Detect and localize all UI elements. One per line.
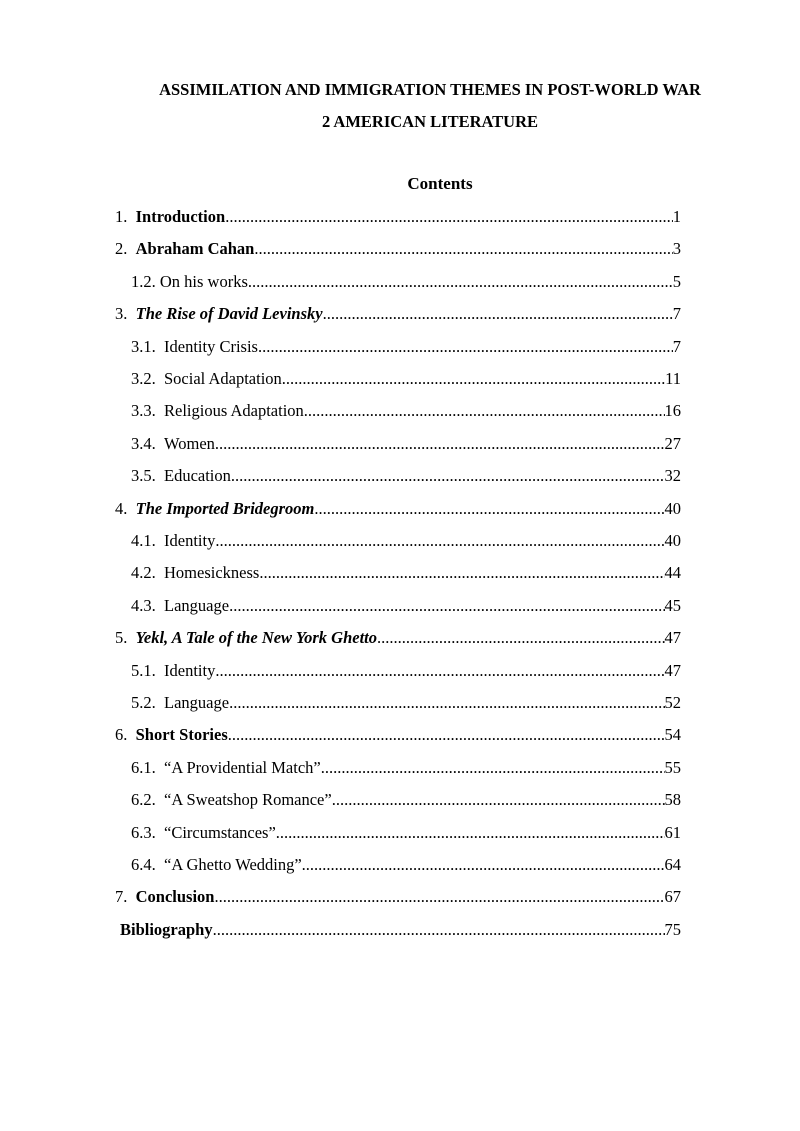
toc-entry-title: Conclusion xyxy=(135,887,215,907)
toc-entry-number: 3. xyxy=(115,304,136,324)
toc-entry-number: 1.2. xyxy=(131,271,160,291)
toc-entry-number: 5.2. xyxy=(131,693,164,712)
toc-entry-title: Yekl, A Tale of the New York Ghetto xyxy=(135,628,378,648)
toc-page-number: 3 xyxy=(672,239,681,259)
toc-entry-number: 7. xyxy=(115,887,136,907)
toc-entry-title: Language xyxy=(164,693,230,712)
toc-entry[interactable] xyxy=(115,884,681,910)
toc-dot-leader xyxy=(259,560,664,586)
toc-dot-leader xyxy=(228,722,665,748)
toc-subentry[interactable] xyxy=(131,787,681,813)
toc-entry-title: Identity xyxy=(164,531,216,550)
toc-entry-title: The Rise of David Levinsky xyxy=(135,304,323,324)
toc-entry-number: 3.4. xyxy=(131,433,164,453)
toc-subentry[interactable] xyxy=(131,269,681,295)
toc-dot-leader xyxy=(215,431,665,457)
toc-page-number: 67 xyxy=(664,887,681,907)
toc-dot-leader xyxy=(282,366,665,392)
toc-page-number: 7 xyxy=(672,304,681,324)
toc-subentry[interactable] xyxy=(131,820,681,846)
toc-page-number: 44 xyxy=(664,563,681,583)
toc-entry-title: Identity Crisis xyxy=(164,336,258,356)
toc-page-number: 55 xyxy=(664,757,681,777)
toc-page-number: 58 xyxy=(664,790,681,810)
toc-page-number: 40 xyxy=(664,531,681,550)
toc-page-number: 32 xyxy=(664,466,681,486)
document-title xyxy=(100,74,760,138)
toc-dot-leader xyxy=(229,593,664,619)
toc-dot-leader xyxy=(332,787,665,813)
toc-page-number: 52 xyxy=(664,693,681,712)
toc-entry-number: 5.1. xyxy=(131,660,164,680)
toc-subentry[interactable] xyxy=(131,690,681,716)
toc-page-number: 75 xyxy=(664,919,681,939)
toc-subentry[interactable] xyxy=(131,398,681,424)
toc-page-number: 1 xyxy=(672,207,681,226)
toc-page-number: 16 xyxy=(664,401,681,421)
toc-dot-leader xyxy=(214,884,664,910)
toc-entry-title: The Imported Bridegroom xyxy=(135,498,315,518)
toc-entry-title: Women xyxy=(164,433,215,453)
toc-entry[interactable] xyxy=(115,496,681,522)
toc-page-number: 47 xyxy=(664,628,681,648)
toc-entry-title: Identity xyxy=(164,660,216,680)
toc-entry[interactable] xyxy=(115,301,681,327)
toc-entry-number: 3.5. xyxy=(131,466,164,486)
toc-entry-title: “A Sweatshop Romance” xyxy=(164,790,332,810)
toc-entry-number: 3.3. xyxy=(131,401,164,421)
toc-dot-leader xyxy=(215,528,664,554)
toc-page-number: 47 xyxy=(664,660,681,680)
toc-subentry[interactable] xyxy=(131,755,681,781)
toc-entry[interactable] xyxy=(115,236,681,262)
toc-entry-number: 4.3. xyxy=(131,595,164,615)
toc-dot-leader xyxy=(231,463,665,489)
toc-subentry[interactable] xyxy=(131,560,681,586)
document-title-line-1: ASSIMILATION AND IMMIGRATION THEMES IN POST-WORLD WAR xyxy=(159,80,701,99)
toc-entry[interactable] xyxy=(115,722,681,748)
toc-dot-leader xyxy=(248,269,673,295)
toc-entry-number: 3.2. xyxy=(131,369,164,388)
toc-subentry[interactable] xyxy=(131,658,681,684)
toc-subentry[interactable] xyxy=(131,593,681,619)
toc-page-number: 40 xyxy=(664,498,681,518)
toc-page-number: 64 xyxy=(664,855,681,874)
toc-entry-number: 3.1. xyxy=(131,336,164,356)
toc-entry-title: Introduction xyxy=(135,207,226,226)
toc-entry-title: Religious Adaptation xyxy=(164,401,304,421)
contents-heading: Contents xyxy=(407,174,473,193)
toc-entry-number: 4.1. xyxy=(131,531,164,550)
toc-entry-number: 4. xyxy=(115,498,136,518)
toc-page-number: 61 xyxy=(664,822,681,842)
toc-entry-number: 6.4. xyxy=(131,855,164,874)
toc-entry-number: 2. xyxy=(115,239,136,259)
toc-dot-leader xyxy=(215,658,664,684)
toc-entry-number: 6. xyxy=(115,725,136,745)
toc-page-number: 45 xyxy=(664,595,681,615)
toc-entry-number: 4.2. xyxy=(131,563,164,583)
toc-entry-title: On his works xyxy=(159,271,248,291)
toc-entry-title: Social Adaptation xyxy=(164,369,282,388)
toc-dot-leader xyxy=(304,398,665,424)
toc-entry-title: Language xyxy=(164,595,230,615)
toc-entry-number: 5. xyxy=(115,628,136,648)
toc-page-number: 54 xyxy=(664,725,681,745)
toc-page-number: 7 xyxy=(672,336,681,356)
toc-dot-leader xyxy=(302,852,665,878)
toc-dot-leader xyxy=(225,204,673,230)
toc-entry[interactable] xyxy=(115,204,681,230)
toc-entry-title: Homesickness xyxy=(164,563,260,583)
toc-entry-title: Short Stories xyxy=(135,725,228,745)
toc-dot-leader xyxy=(254,236,672,262)
toc-subentry[interactable] xyxy=(131,852,681,878)
toc-dot-leader xyxy=(314,496,664,522)
toc-entry[interactable] xyxy=(120,917,681,943)
toc-dot-leader xyxy=(321,755,665,781)
toc-entry-number: 6.3. xyxy=(131,822,164,842)
toc-dot-leader xyxy=(377,625,664,651)
toc-entry-title: Education xyxy=(164,466,231,486)
toc-entry-title: Abraham Cahan xyxy=(135,239,255,259)
toc-dot-leader xyxy=(258,334,673,360)
toc-entry-title: “Circumstances” xyxy=(164,822,276,842)
document-title-line-2: 2 AMERICAN LITERATURE xyxy=(321,112,539,131)
toc-subentry[interactable] xyxy=(131,334,681,360)
toc-entry[interactable] xyxy=(115,625,681,651)
toc-dot-leader xyxy=(229,690,664,716)
toc-entry-number: 6.2. xyxy=(131,790,164,810)
toc-dot-leader xyxy=(276,820,665,846)
toc-entry-title: Bibliography xyxy=(120,919,213,939)
toc-subentry[interactable] xyxy=(131,366,681,392)
toc-entry-number: 1. xyxy=(115,207,136,226)
toc-entry-number: 6.1. xyxy=(131,757,164,777)
toc-page-number: 5 xyxy=(672,271,681,291)
toc-subentry[interactable] xyxy=(131,431,681,457)
toc-page-number: 11 xyxy=(665,369,681,388)
toc-subentry[interactable] xyxy=(131,463,681,489)
toc-page-number: 27 xyxy=(664,433,681,453)
toc-entry-title: “A Providential Match” xyxy=(164,757,321,777)
toc-subentry[interactable] xyxy=(131,528,681,554)
toc-dot-leader xyxy=(213,917,665,943)
toc-entry-title: “A Ghetto Wedding” xyxy=(164,855,302,874)
toc-dot-leader xyxy=(323,301,673,327)
